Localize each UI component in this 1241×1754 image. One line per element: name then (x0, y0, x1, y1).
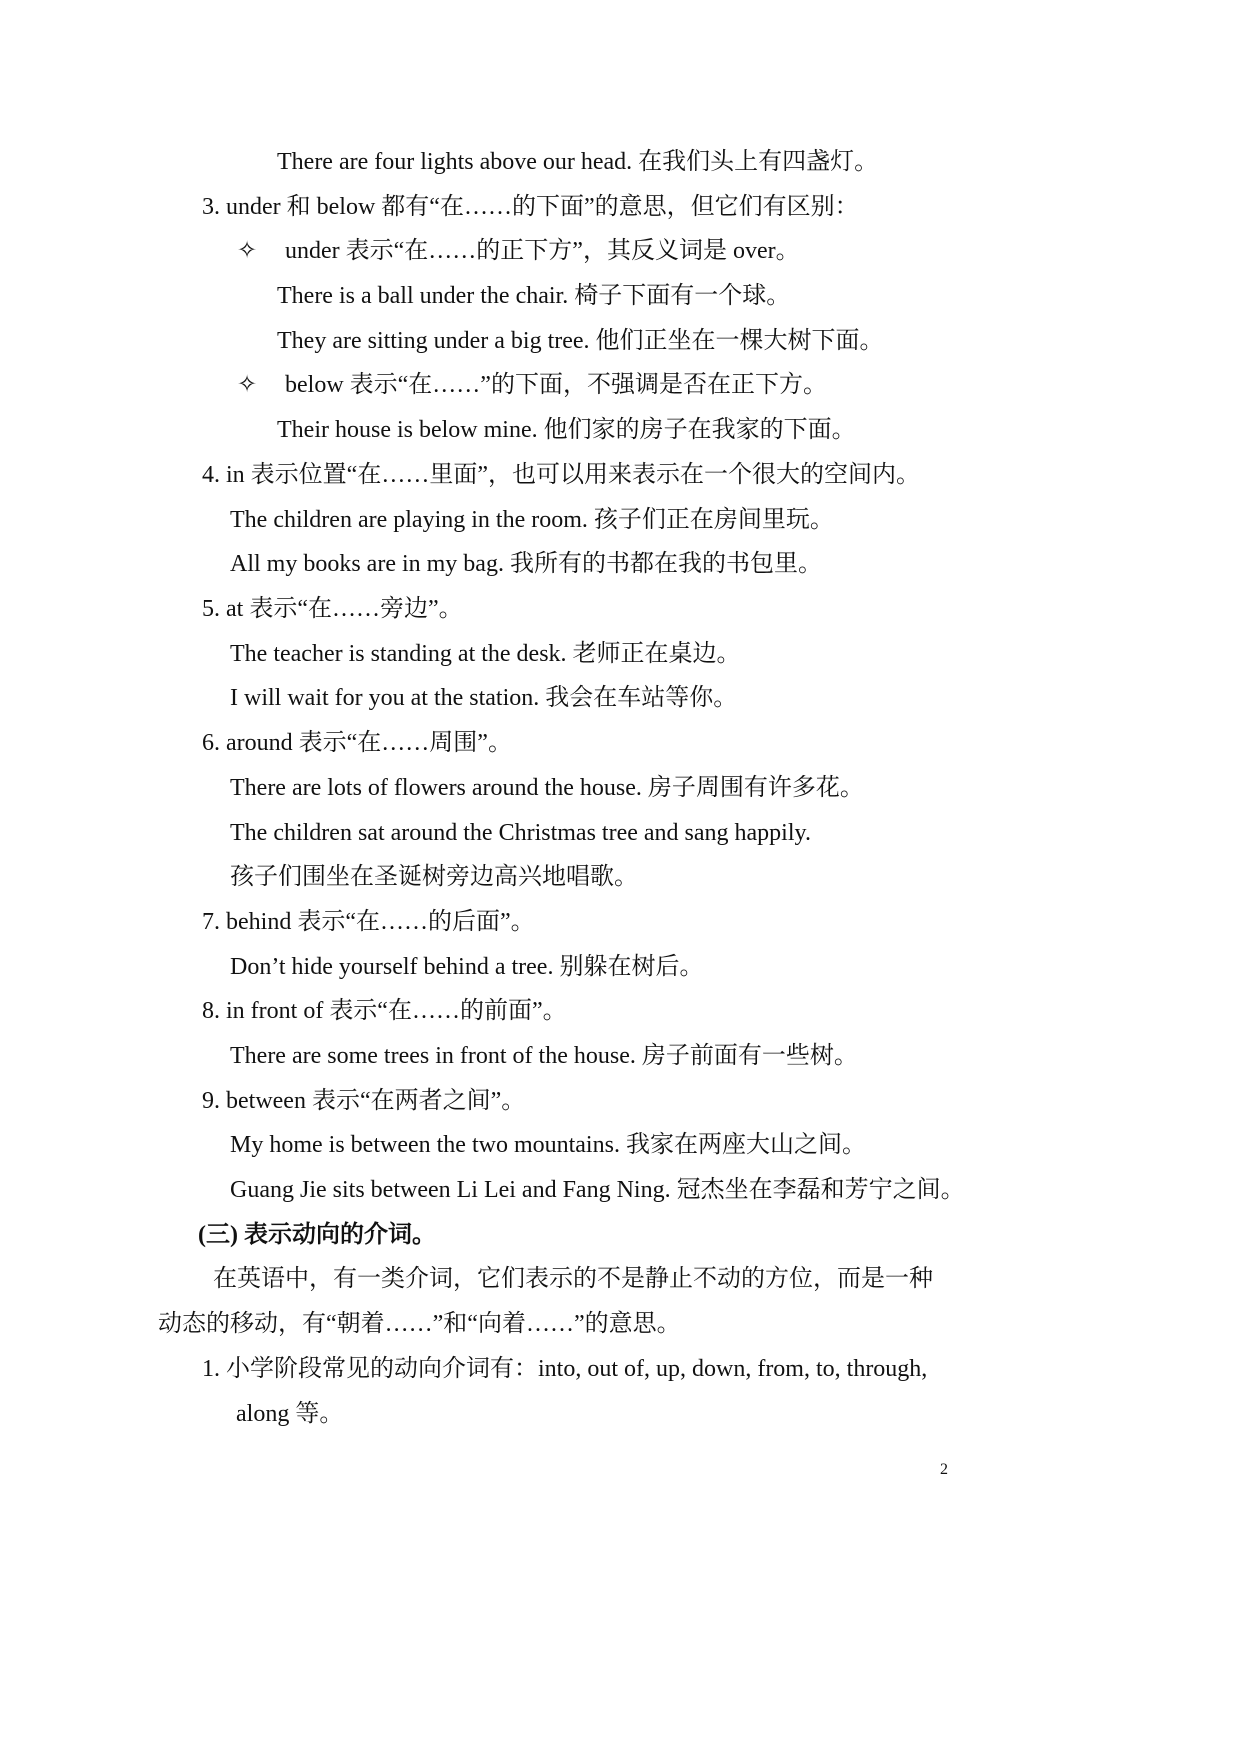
list-item-1: 1. 小学阶段常见的动向介词有：into, out of, up, down, from, to, through, (202, 1356, 928, 1382)
paragraph-line: 在英语中，有一类介词，它们表示的不是静止不动的方位，而是一种 (213, 1266, 933, 1292)
example-sentence: The children sat around the Christmas tree and sang happily. (230, 820, 811, 846)
example-translation: 孩子们围坐在圣诞树旁边高兴地唱歌。 (230, 864, 638, 890)
example-sentence: All my books are in my bag. 我所有的书都在我的书包里。 (230, 551, 822, 577)
example-sentence: There are lots of flowers around the house. 房子周围有许多花。 (230, 775, 864, 801)
list-item-3: 3. under 和 below 都有“在……的下面”的意思，但它们有区别： (202, 194, 859, 220)
example-sentence: My home is between the two mountains. 我家在两座大山之间。 (230, 1132, 866, 1158)
example-sentence: The children are playing in the room. 孩子们正在房间里玩。 (230, 507, 834, 533)
example-sentence: Their house is below mine. 他们家的房子在我家的下面。 (277, 417, 856, 443)
star-bullet-icon: ✧ (237, 238, 258, 264)
section-heading: (三) 表示动向的介词。 (198, 1222, 436, 1248)
example-sentence: I will wait for you at the station. 我会在车站等你。 (230, 685, 738, 711)
example-sentence: There are some trees in front of the house. 房子前面有一些树。 (230, 1043, 858, 1069)
example-sentence: There are four lights above our head. 在我们头上有四盏灯。 (277, 149, 879, 175)
list-item-6: 6. around 表示“在……周围”。 (202, 730, 512, 756)
list-item-7: 7. behind 表示“在……的后面”。 (202, 909, 535, 935)
star-bullet-icon: ✧ (237, 372, 258, 398)
example-sentence: Guang Jie sits between Li Lei and Fang Ning. 冠杰坐在李磊和芳宁之间。 (230, 1177, 965, 1203)
list-item-5: 5. at 表示“在……旁边”。 (202, 596, 463, 622)
list-item-continuation: along 等。 (236, 1401, 344, 1427)
example-sentence: They are sitting under a big tree. 他们正坐在一棵大树下面。 (277, 328, 884, 354)
list-item-9: 9. between 表示“在两者之间”。 (202, 1088, 526, 1114)
list-item-8: 8. in front of 表示“在……的前面”。 (202, 998, 567, 1024)
example-sentence: There is a ball under the chair. 椅子下面有一个球。 (277, 283, 791, 309)
list-item-4: 4. in 表示位置“在……里面”，也可以用来表示在一个很大的空间内。 (202, 462, 920, 488)
sub-item-under: ✧ under 表示“在……的正下方”，其反义词是 over。 (237, 238, 800, 264)
paragraph-line: 动态的移动，有“朝着……”和“向着……”的意思。 (158, 1311, 681, 1337)
example-sentence: Don’t hide yourself behind a tree. 别躲在树后。 (230, 954, 704, 980)
sub-item-below: ✧ below 表示“在……”的下面，不强调是否在正下方。 (237, 372, 827, 398)
page-number: 2 (940, 1461, 948, 1478)
example-sentence: The teacher is standing at the desk. 老师正在桌边。 (230, 641, 741, 667)
